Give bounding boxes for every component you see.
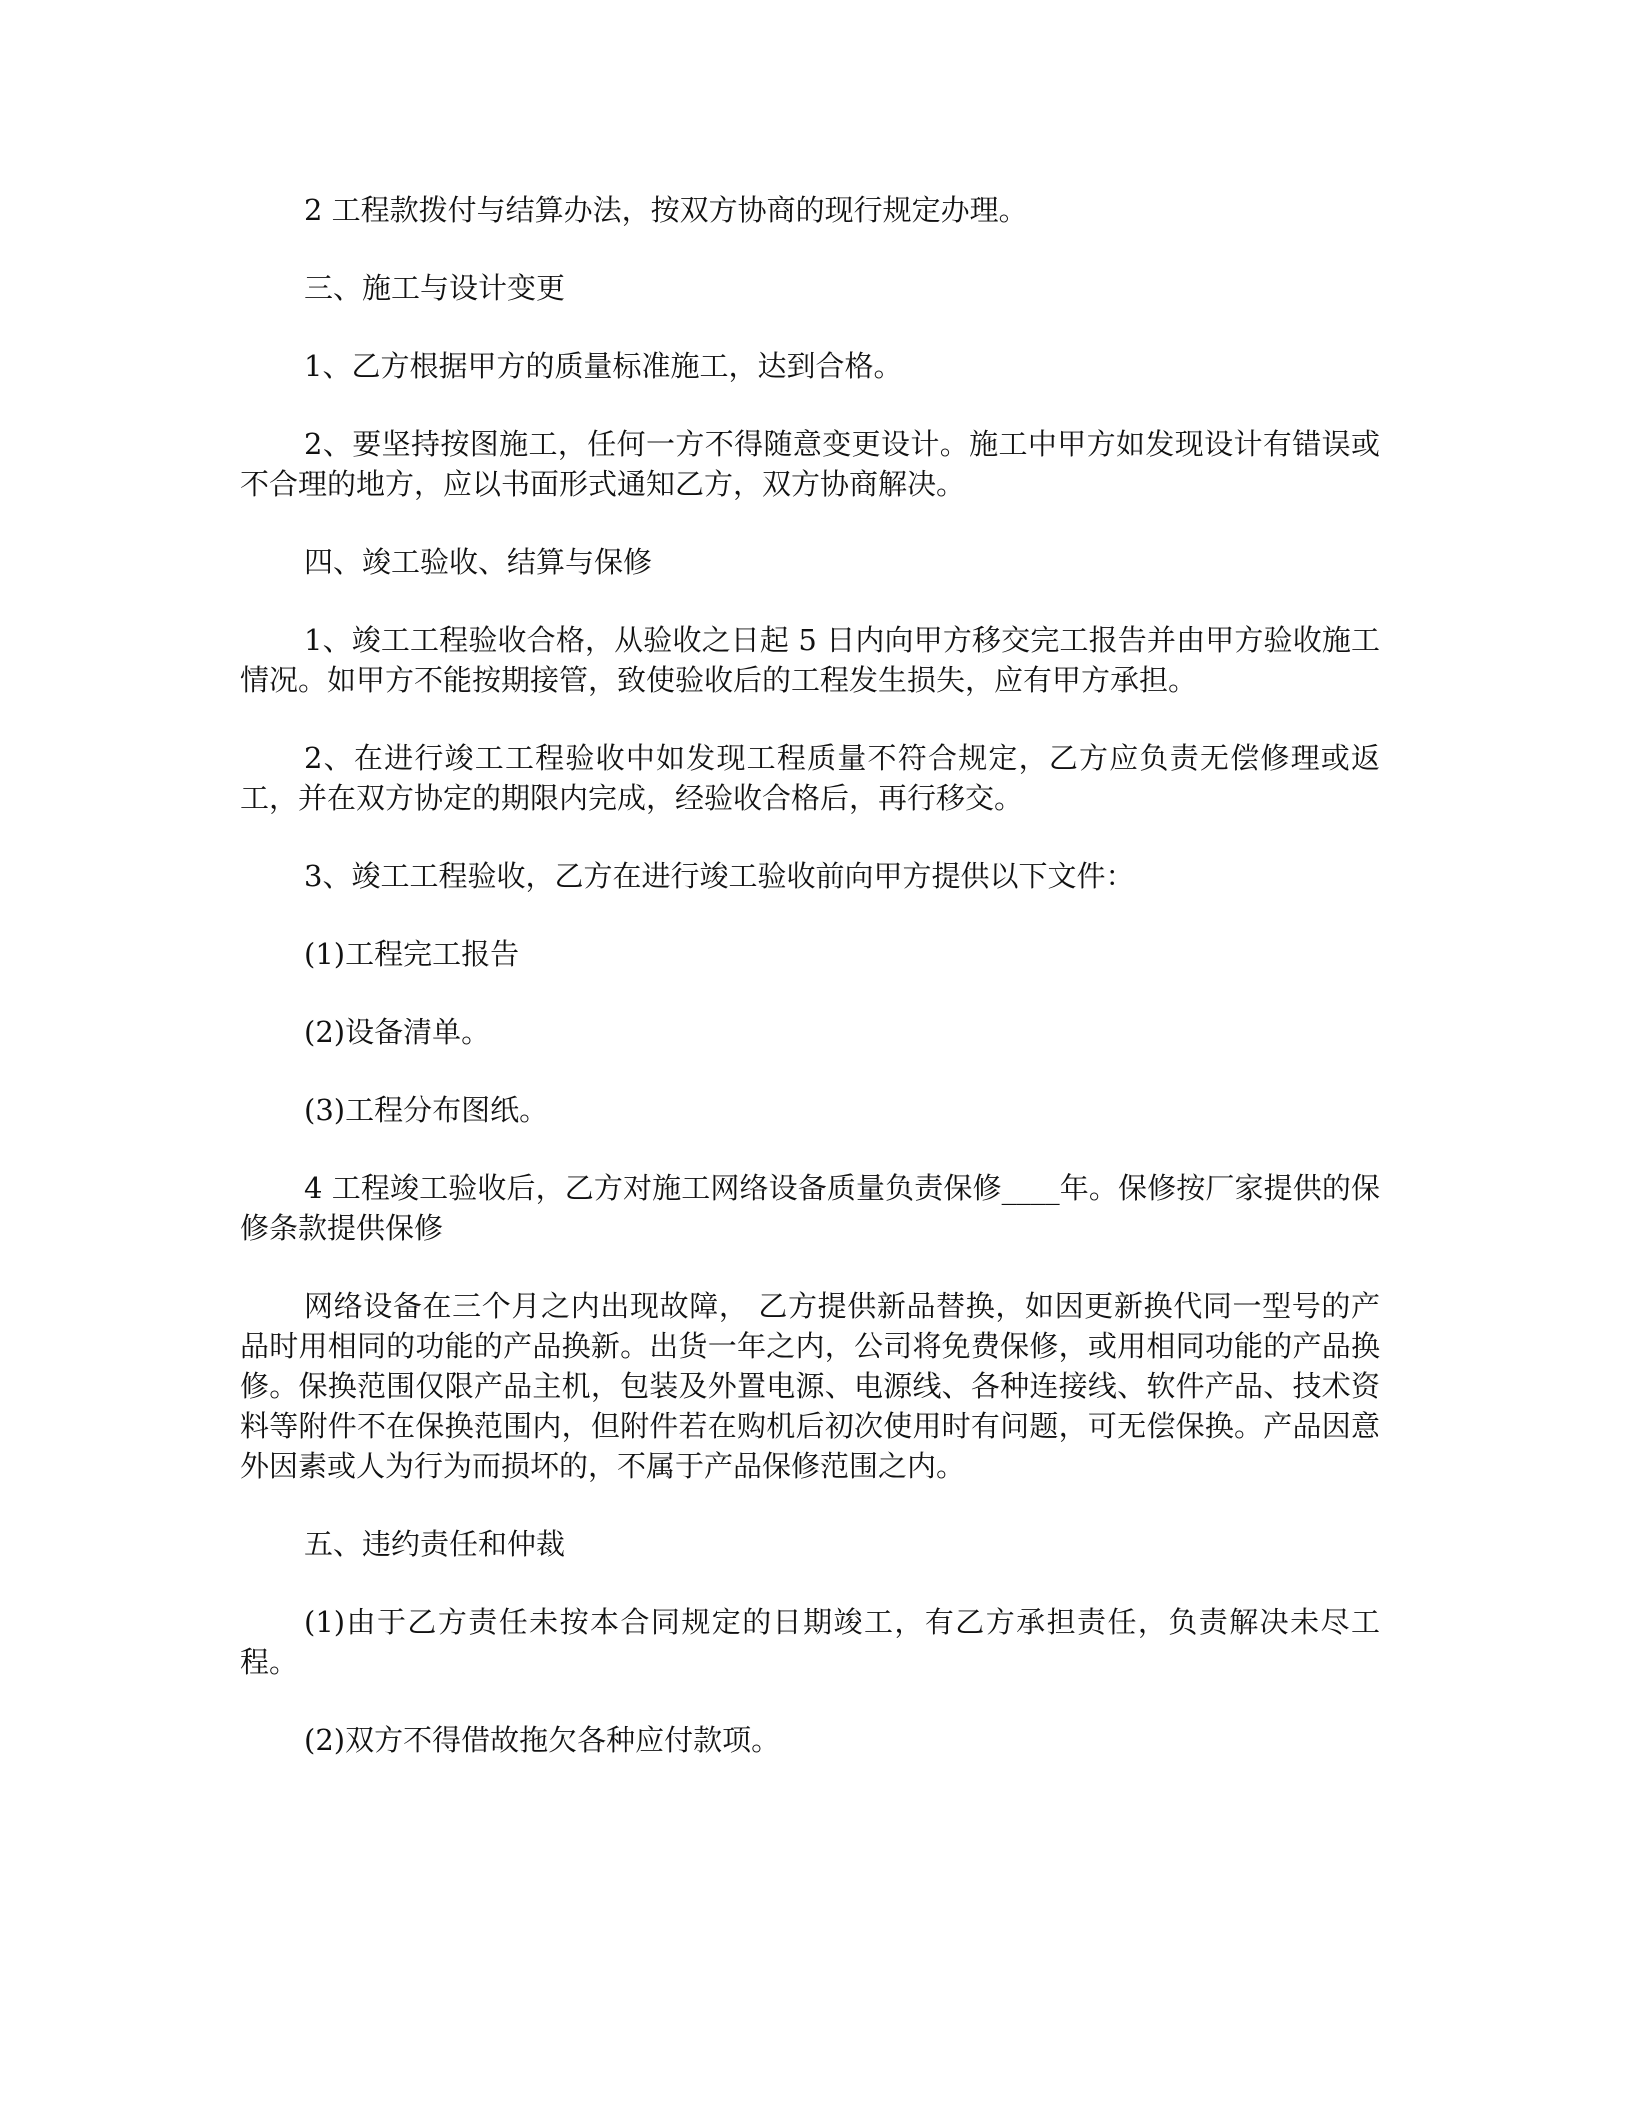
document-page <box>240 190 1380 1798</box>
list-item-delay-liability: (1)由于乙方责任未按本合同规定的日期竣工，有乙方承担责任，负责解决未尽工程。 <box>240 1605 1380 1679</box>
paragraph-documents-required: 3、竣工工程验收，乙方在进行竣工验收前向甲方提供以下文件： <box>304 859 1135 893</box>
list-item-no-payment-default: (2)双方不得借故拖欠各种应付款项。 <box>304 1723 781 1757</box>
paragraph-follow-drawings: 2、要坚持按图施工，任何一方不得随意变更设计。施工中甲方如发现设计有错误或不合理的地方，应以书面形式通知乙方，双方协商解决。 <box>240 427 1380 501</box>
list-item-distribution-drawings: (3)工程分布图纸。 <box>304 1093 549 1127</box>
list-item-completion-report: (1)工程完工报告 <box>304 937 520 971</box>
heading-construction-design-change: 三、施工与设计变更 <box>304 271 566 305</box>
heading-breach-arbitration: 五、违约责任和仲裁 <box>304 1527 566 1561</box>
paragraph-payment-settlement: 2 工程款拨付与结算办法，按双方协商的现行规定办理。 <box>304 193 1028 227</box>
paragraph-warranty-term: 4 工程竣工验收后，乙方对施工网络设备质量负责保修____年。保修按厂家提供的保修条款提供保修 <box>240 1171 1380 1245</box>
paragraph-quality-repair: 2、在进行竣工工程验收中如发现工程质量不符合规定，乙方应负责无偿修理或返工，并在双方协定的期限内完成，经验收合格后，再行移交。 <box>240 741 1380 815</box>
paragraph-quality-standard: 1、乙方根据甲方的质量标准施工，达到合格。 <box>304 349 903 383</box>
heading-acceptance-settlement-warranty: 四、竣工验收、结算与保修 <box>304 545 653 579</box>
list-item-equipment-list: (2)设备清单。 <box>304 1015 491 1049</box>
paragraph-acceptance-handover: 1、竣工工程验收合格，从验收之日起 5 日内向甲方移交完工报告并由甲方验收施工情况。如甲方不能按期接管，致使验收后的工程发生损失，应有甲方承担。 <box>240 623 1380 697</box>
paragraph-network-device-warranty: 网络设备在三个月之内出现故障， 乙方提供新品替换，如因更新换代同一型号的产品时用相同的功能的产品换新。出货一年之内，公司将免费保修，或用相同功能的产品换修。保换范围仅限产品主机，包装及外置电源、电源线、各种连接线、软件产品、技术资料等附件不在保换范围内，但附件若在购机后初次使用时有问题，可无偿保换。产品因意外因素或人为行为而损坏的，不属于产品保修范围之内。 <box>240 1289 1380 1483</box>
